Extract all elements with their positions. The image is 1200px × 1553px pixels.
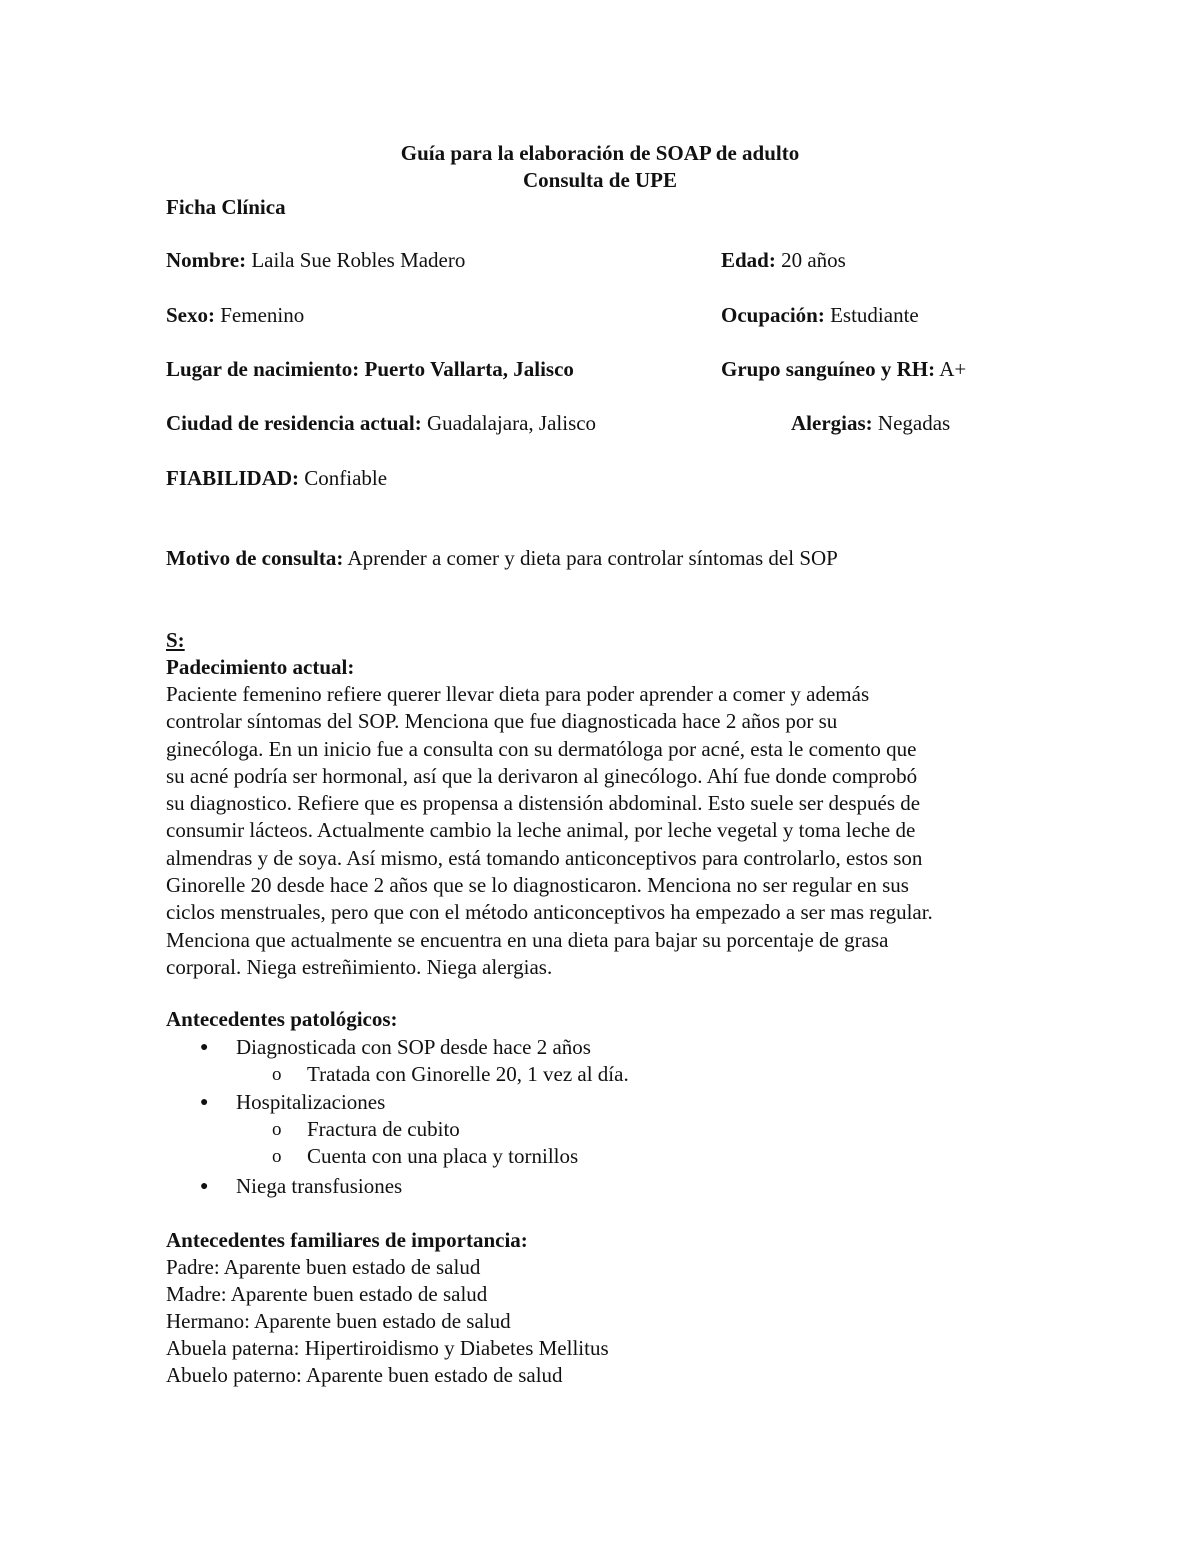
list-item: Abuelo paterno: Aparente buen estado de salud	[166, 1363, 563, 1387]
field-grupo-sanguineo	[721, 356, 966, 383]
list-item: Madre: Aparente buen estado de salud	[166, 1282, 488, 1306]
section-heading-ficha: Ficha Clínica	[166, 195, 286, 219]
bullet-icon: ●	[200, 1179, 209, 1194]
document-subtitle: Consulta de UPE	[522, 168, 678, 192]
bullet-icon: ●	[200, 1040, 209, 1055]
field-alergias	[791, 410, 950, 437]
familiares-list	[166, 1254, 1046, 1389]
field-ciudad-residencia	[166, 410, 596, 437]
field-label: Grupo sanguíneo y RH:	[721, 357, 936, 381]
field-value: A+	[939, 357, 967, 381]
field-fiabilidad	[166, 465, 387, 492]
field-nombre	[166, 247, 465, 274]
paragraph-line: ginecóloga. En un inicio fue a consulta con su dermatóloga por acné, esta le comento que	[166, 736, 917, 761]
field-label: Alergias:	[791, 411, 873, 435]
list-subitem: Fractura de cubito	[307, 1117, 460, 1141]
field-value: Guadalajara, Jalisco	[426, 411, 597, 435]
field-sexo	[166, 302, 304, 329]
paragraph-line: Menciona que actualmente se encuentra en una dieta para bajar su porcentaje de grasa	[166, 927, 889, 952]
field-label: Ciudad de residencia actual:	[166, 411, 422, 435]
sub-bullet-icon: o	[272, 1119, 282, 1140]
list-item: Niega transfusiones	[236, 1174, 403, 1198]
paragraph-line: consumir lácteos. Actualmente cambio la leche animal, por leche vegetal y toma leche de	[166, 818, 916, 843]
field-value: 20 años	[781, 248, 846, 272]
familiares-heading: Antecedentes familiares de importancia:	[166, 1228, 528, 1252]
paragraph-line: Paciente femenino refiere querer llevar dieta para poder aprender a comer y además	[166, 682, 870, 706]
bullet-icon: ●	[200, 1095, 209, 1110]
list-item: Abuela paterna: Hipertiroidismo y Diabetes Mellitus	[166, 1336, 609, 1360]
list-item: Hospitalizaciones	[236, 1090, 386, 1114]
field-edad	[721, 247, 846, 274]
paragraph-line: su acné podría ser hormonal, así que la derivaron al ginecólogo. Ahí fue donde comprobó	[166, 763, 918, 788]
field-label: Ocupación:	[721, 303, 825, 327]
sub-bullet-icon: o	[272, 1146, 282, 1167]
field-value: Estudiante	[830, 303, 919, 327]
sub-bullet-icon: o	[272, 1064, 282, 1085]
field-value: Negadas	[877, 411, 951, 435]
field-label: Nombre:	[166, 248, 247, 272]
field-ocupacion	[721, 302, 919, 329]
field-label: Edad:	[721, 248, 776, 272]
list-item: Diagnosticada con SOP desde hace 2 años	[236, 1035, 591, 1059]
padecimiento-heading: Padecimiento actual:	[166, 655, 355, 679]
patologicos-heading: Antecedentes patológicos:	[166, 1007, 398, 1031]
document-title: Guía para la elaboración de SOAP de adulto	[400, 141, 800, 165]
paragraph-line: su diagnostico. Refiere que es propensa a distensión abdominal. Esto suele ser después de	[166, 791, 921, 816]
list-subitem: Tratada con Ginorelle 20, 1 vez al día.	[307, 1062, 629, 1086]
field-value: Femenino	[220, 303, 305, 327]
paragraph-line: ciclos menstruales, pero que con el método anticonceptivos ha empezado a ser mas regular.	[166, 900, 933, 925]
field-lugar-nacimiento: Lugar de nacimiento: Puerto Vallarta, Jalisco	[166, 357, 574, 381]
field-label: FIABILIDAD:	[166, 466, 300, 490]
list-item: Hermano: Aparente buen estado de salud	[166, 1309, 511, 1333]
paragraph-line: Ginorelle 20 desde hace 2 años que se lo diagnosticaron. Menciona no ser regular en sus	[166, 873, 909, 898]
field-value: Aprender a comer y dieta para controlar síntomas del SOP	[347, 546, 838, 570]
field-motivo-consulta	[166, 545, 838, 572]
paragraph-line: controlar síntomas del SOP. Menciona que fue diagnosticada hace 2 años por su	[166, 709, 838, 734]
paragraph-line: corporal. Niega estreñimiento. Niega alergias.	[166, 954, 553, 979]
list-item: Padre: Aparente buen estado de salud	[166, 1255, 481, 1279]
field-value: Confiable	[304, 466, 388, 490]
list-subitem: Cuenta con una placa y tornillos	[307, 1144, 579, 1168]
section-heading-s: S:	[166, 628, 185, 652]
padecimiento-paragraph	[166, 681, 1046, 981]
paragraph-line: almendras y de soya. Así mismo, está tomando anticonceptivos para controlarlo, estos son	[166, 845, 923, 870]
field-label: Sexo:	[166, 303, 215, 327]
field-value: Laila Sue Robles Madero	[251, 248, 466, 272]
field-label: Motivo de consulta:	[166, 546, 344, 570]
